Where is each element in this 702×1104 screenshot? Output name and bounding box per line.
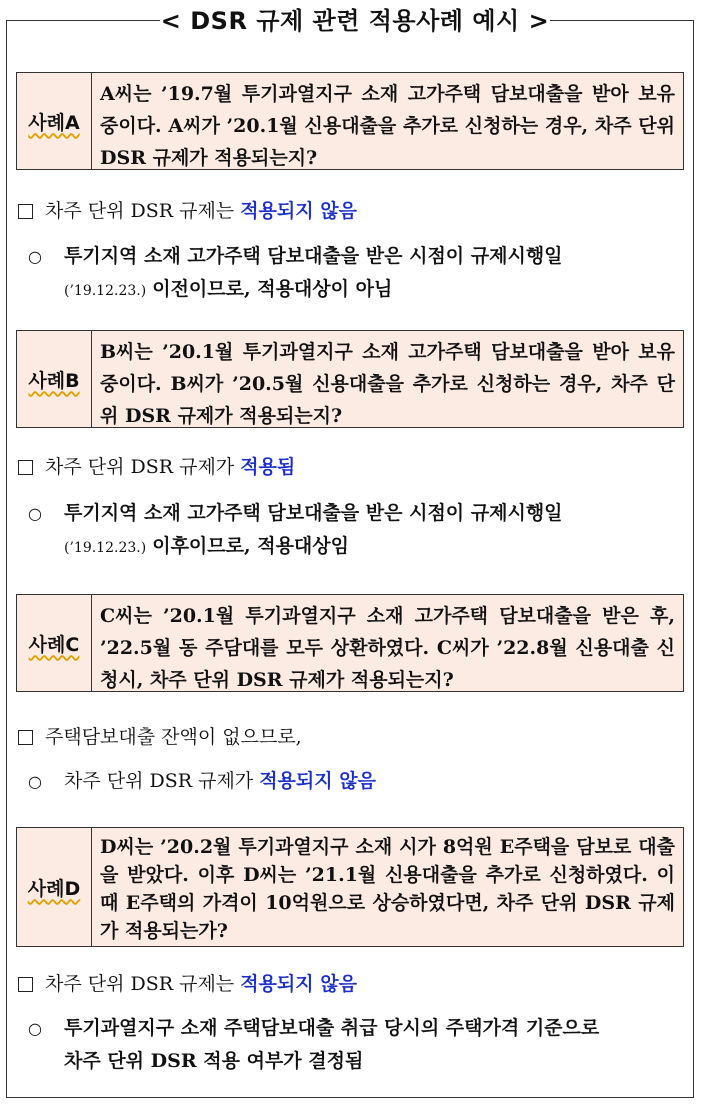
checkbox-square-icon [18,977,33,992]
circle-bullet-icon: ○ [28,1019,42,1038]
checkbox-square-icon [18,204,33,219]
case-a-bullet: ○ 투기지역 소재 고가주택 담보대출을 받은 시점이 규제시행일 (’19.12.23.) 이전이므로, 적용대상이 아님 [28,240,688,307]
checkbox-square-icon [18,730,33,745]
case-a-label: 사례A [17,73,92,169]
case-d-bullet: ○ 투기과열지구 소재 주택담보대출 취급 당시의 주택가격 기준으로 차주 단위 DSR 적용 여부가 결정됨 [28,1012,688,1077]
case-c-bullet: ○ 차주 단위 DSR 규제가 적용되지 않음 [28,765,688,798]
case-a-box [16,72,684,170]
case-b-answer: 차주 단위 DSR 규제가 적용됨 [18,452,295,482]
case-c-answer: 주택담보대출 잔액이 없으므로, [18,722,302,752]
case-b-text: B씨는 ’20.1월 투기과열지구 소재 고가주택 담보대출을 받아 보유 중이다. B씨가 ’20.5월 신용대출을 추가로 신청하는 경우, 차주 단위 DSR 규제가 적용되는지? [100,341,675,427]
case-d-label: 사례D [17,828,92,946]
case-d-box [16,827,684,947]
case-c-label: 사례C [17,595,92,691]
case-b-label: 사례B [17,331,92,427]
circle-bullet-icon: ○ [28,247,42,266]
page-title: < DSR 규제 관련 적용사례 예시 > [160,4,550,38]
case-c-box [16,594,684,692]
circle-bullet-icon: ○ [28,504,42,523]
case-d-text: D씨는 ’20.2월 투기과열지구 소재 시가 8억원 E주택을 담보로 대출을 받았다. 이후 D씨는 ’21.1월 신용대출을 추가로 신청하였다. 이 때 E주택의 가격이 10억원으로 상승하였다면, 차주 단위 DSR 규제가 적용되는가? [100,836,675,942]
case-a-answer-highlight: 적용되지 않음 [240,200,357,222]
case-c-bullet-highlight: 적용되지 않음 [259,770,376,792]
case-b-answer-highlight: 적용됨 [240,456,296,478]
case-c-text: C씨는 ’20.1월 투기과열지구 소재 고가주택 담보대출을 받은 후, ’22.5월 동 주담대를 모두 상환하였다. C씨가 ’22.8월 신용대출 신청시, 차주 단위 DSR 규제가 적용되는지? [100,605,675,691]
case-d-answer: 차주 단위 DSR 규제는 적용되지 않음 [18,969,357,999]
case-a-answer: 차주 단위 DSR 규제는 적용되지 않음 [18,196,357,226]
case-b-bullet: ○ 투기지역 소재 고가주택 담보대출을 받은 시점이 규제시행일 (’19.12.23.) 이후이므로, 적용대상임 [28,497,688,564]
checkbox-square-icon [18,460,33,475]
case-a-text: A씨는 ’19.7월 투기과열지구 소재 고가주택 담보대출을 받아 보유 중이다. A씨가 ’20.1월 신용대출을 추가로 신청하는 경우, 차주 단위 DSR 규제가 적용되는지? [100,83,675,169]
circle-bullet-icon: ○ [28,772,42,791]
case-d-answer-highlight: 적용되지 않음 [240,973,357,995]
case-b-box [16,330,684,428]
